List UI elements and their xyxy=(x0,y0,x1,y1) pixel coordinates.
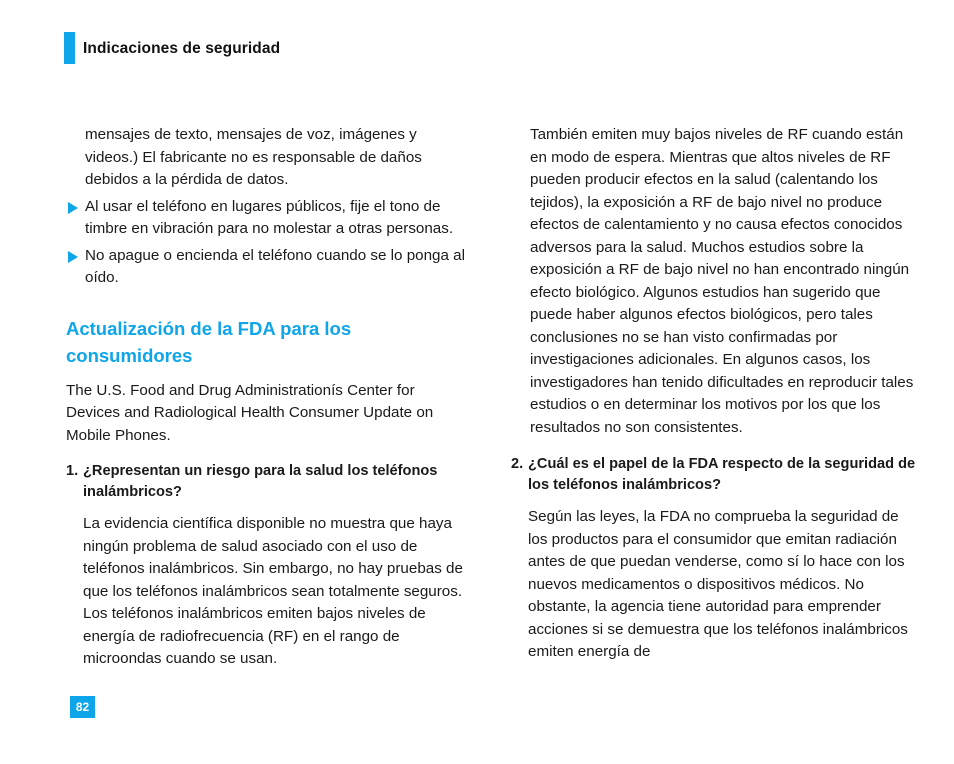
answer-paragraph: La evidencia científica disponible no muestra que haya ningún problema de salud asociado con el uso de teléfonos inalámbricos. Sin embargo, no hay pruebas de que los teléfonos inalámbricos sean totalmente seguros. Los teléfonos inalámbricos emiten bajos niveles de energía de radiofrecuencia (RF) en el rango de microondas cuando se usan. xyxy=(83,515,463,667)
left-column xyxy=(66,124,466,671)
question-number: 1. xyxy=(66,463,79,479)
section-heading: Actualización de la FDA para los consumidores xyxy=(66,317,352,366)
bullet-text: No apague o encienda el teléfono cuando se lo ponga al oído. xyxy=(85,246,465,286)
continued-paragraph: También emiten muy bajos niveles de RF cuando están en modo de espera. Mientras que altos niveles de RF pueden producir efectos en la salud (calentando los tejidos), la exposición a RF de bajo nivel no produce efectos de calentamiento y no causa efectos conocidos adversos para la salud. Muchos estudios sobre la exposición a RF de bajo nivel no han encontrado ningún efecto biológico. Algunos estudios han sugerido que puede haber algunos efectos biológicos, pero tales conclusiones no se han visto confirmadas por investigaciones adicionales. En algunos casos, los investigadores han tenido dificultades en reproducir tales estudios o en determinar los motivos por los que los resultados no son consistentes. xyxy=(530,126,914,436)
question-number: 2. xyxy=(511,456,524,472)
intro-paragraph: The U.S. Food and Drug Administrationís Center for Devices and Radiological Health Consumer Update on Mobile Phones. xyxy=(66,381,434,444)
answer-paragraph: Según las leyes, la FDA no comprueba la seguridad de los productos para el consumidor que emitan radiación antes de que puedan venderse, como sí lo hace con los nuevos medicamentos o dispositivos médicos. No obstante, la agencia tiene autoridad para emprender acciones si se demuestra que los teléfonos inalámbricos emiten energía de xyxy=(528,508,908,660)
page-number: 82 xyxy=(70,696,95,718)
triangle-bullet-icon xyxy=(68,251,78,263)
bullet-text: Al usar el teléfono en lugares públicos, fije el tono de timbre en vibración para no molestar a otras personas. xyxy=(85,197,454,237)
triangle-bullet-icon xyxy=(68,202,78,214)
question-text: ¿Representan un riesgo para la salud los teléfonos inalámbricos? xyxy=(83,463,438,500)
right-column xyxy=(511,124,921,664)
question-heading xyxy=(511,454,921,496)
bullet-item xyxy=(66,196,466,241)
page-header-title: Indicaciones de seguridad xyxy=(83,40,281,57)
question-text: ¿Cuál es el papel de la FDA respecto de la seguridad de los teléfonos inalámbricos? xyxy=(528,456,916,493)
question-heading xyxy=(66,461,466,503)
continued-paragraph: mensajes de texto, mensajes de voz, imágenes y videos.) El fabricante no es responsable de daños debidos a la pérdida de datos. xyxy=(85,126,422,188)
bullet-item xyxy=(66,245,466,290)
header-accent-bar xyxy=(64,32,75,64)
